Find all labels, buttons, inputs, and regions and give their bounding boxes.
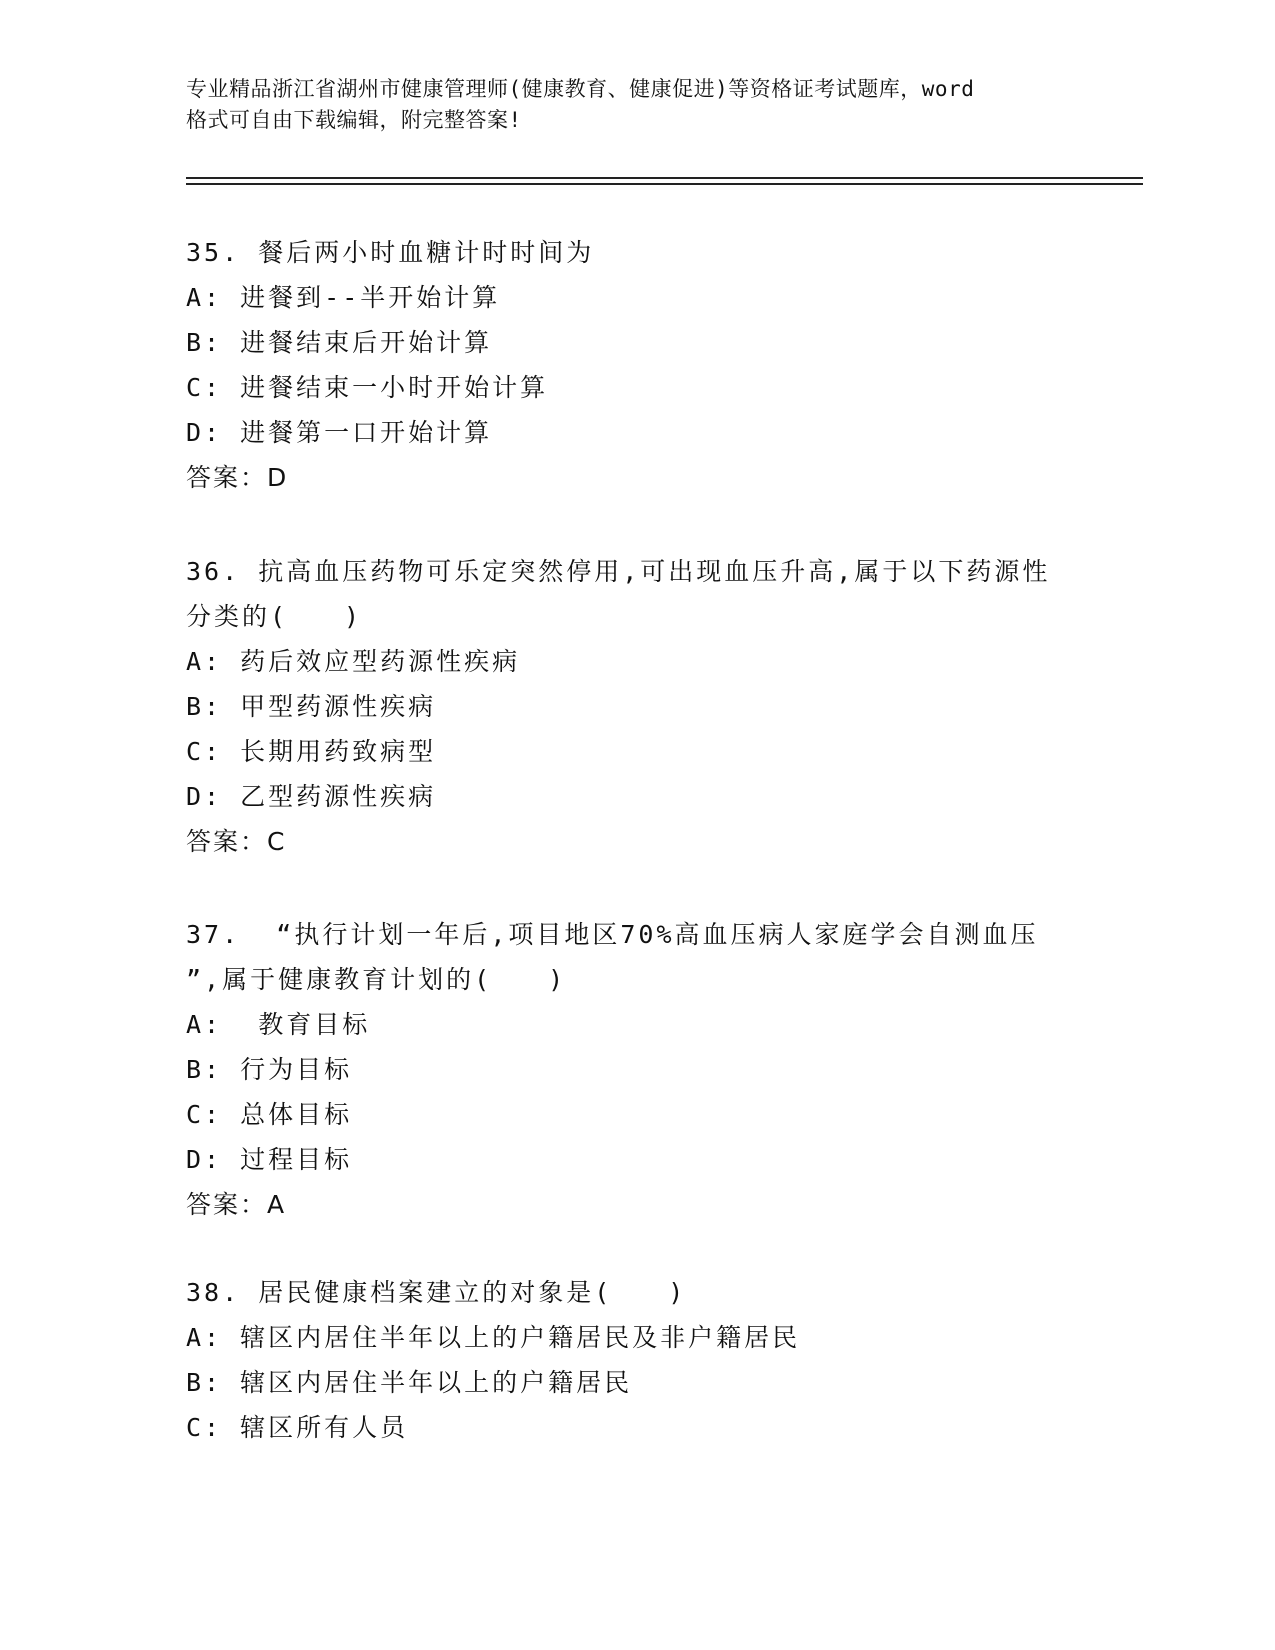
- option-key: A:: [186, 1010, 223, 1039]
- option-a: [186, 1315, 1066, 1360]
- option-key: B:: [186, 1055, 223, 1084]
- option-c: [186, 1405, 1066, 1450]
- option-b: [186, 684, 1066, 729]
- option-d: [186, 410, 1066, 455]
- option-text: 过程目标: [240, 1145, 353, 1174]
- option-a: [186, 639, 1066, 684]
- question-text-continued: 分类的( ): [186, 602, 363, 631]
- question-stem: [186, 1270, 1066, 1315]
- header-line-1: 专业精品浙江省湖州市健康管理师(健康教育、健康促进)等资格证考试题库，word: [186, 77, 975, 101]
- option-key: D:: [186, 782, 223, 811]
- question-38: [186, 1270, 1066, 1450]
- option-d: [186, 774, 1066, 819]
- option-text: 进餐第一口开始计算: [240, 418, 493, 447]
- option-text: 进餐到--半开始计算: [240, 283, 501, 312]
- option-key: A:: [186, 283, 223, 312]
- question-number: 35.: [186, 238, 241, 267]
- option-text: 进餐结束一小时开始计算: [240, 373, 549, 402]
- question-36: [186, 549, 1066, 864]
- option-text: 甲型药源性疾病: [240, 692, 437, 721]
- answer: 答案：A: [186, 1190, 287, 1219]
- document-header: [186, 74, 1086, 136]
- option-c: [186, 1092, 1066, 1137]
- option-c: [186, 365, 1066, 410]
- option-key: C:: [186, 737, 223, 766]
- option-key: A:: [186, 647, 223, 676]
- option-d: [186, 1137, 1066, 1182]
- option-key: C:: [186, 1100, 223, 1129]
- option-b: [186, 1360, 1066, 1405]
- question-text: 抗高血压药物可乐定突然停用,可出现血压升高,属于以下药源性: [258, 557, 1051, 586]
- option-key: B:: [186, 692, 223, 721]
- option-key: B:: [186, 1368, 223, 1397]
- header-line-2: 格式可自由下载编辑，附完整答案!: [186, 108, 522, 132]
- option-a: [186, 275, 1066, 320]
- answer: 答案：D: [186, 463, 289, 492]
- option-text: 乙型药源性疾病: [240, 782, 437, 811]
- question-text: 居民健康档案建立的对象是( ): [258, 1278, 687, 1307]
- option-text: 行为目标: [240, 1055, 353, 1084]
- question-stem: [186, 230, 1066, 275]
- option-text: 总体目标: [240, 1100, 353, 1129]
- question-37: [186, 912, 1066, 1227]
- option-text: 辖区所有人员: [240, 1413, 409, 1442]
- option-key: C:: [186, 1413, 223, 1442]
- question-number: 36.: [186, 557, 241, 586]
- option-text: 教育目标: [240, 1010, 371, 1039]
- option-text: 进餐结束后开始计算: [240, 328, 493, 357]
- option-b: [186, 1047, 1066, 1092]
- option-text: 辖区内居住半年以上的户籍居民及非户籍居民: [240, 1323, 801, 1352]
- option-c: [186, 729, 1066, 774]
- question-text: 餐后两小时血糖计时时间为: [258, 238, 595, 267]
- question-text: “执行计划一年后,项目地区70%高血压病人家庭学会自测血压: [276, 920, 1039, 949]
- option-key: B:: [186, 328, 223, 357]
- question-number: 38.: [186, 1278, 241, 1307]
- question-stem: [186, 549, 1066, 594]
- header-divider-bottom: [186, 183, 1143, 185]
- option-b: [186, 320, 1066, 365]
- option-key: C:: [186, 373, 223, 402]
- option-text: 长期用药致病型: [240, 737, 437, 766]
- option-a: [186, 1002, 1066, 1047]
- question-text-continued: ”,属于健康教育计划的( ): [186, 965, 567, 994]
- option-key: D:: [186, 1145, 223, 1174]
- option-text: 辖区内居住半年以上的户籍居民: [240, 1368, 633, 1397]
- header-divider-top: [186, 177, 1143, 179]
- answer: 答案：C: [186, 827, 287, 856]
- option-key: D:: [186, 418, 223, 447]
- option-text: 药后效应型药源性疾病: [240, 647, 521, 676]
- question-35: [186, 230, 1066, 500]
- option-key: A:: [186, 1323, 223, 1352]
- question-number: 37.: [186, 920, 241, 949]
- question-stem: [186, 912, 1066, 957]
